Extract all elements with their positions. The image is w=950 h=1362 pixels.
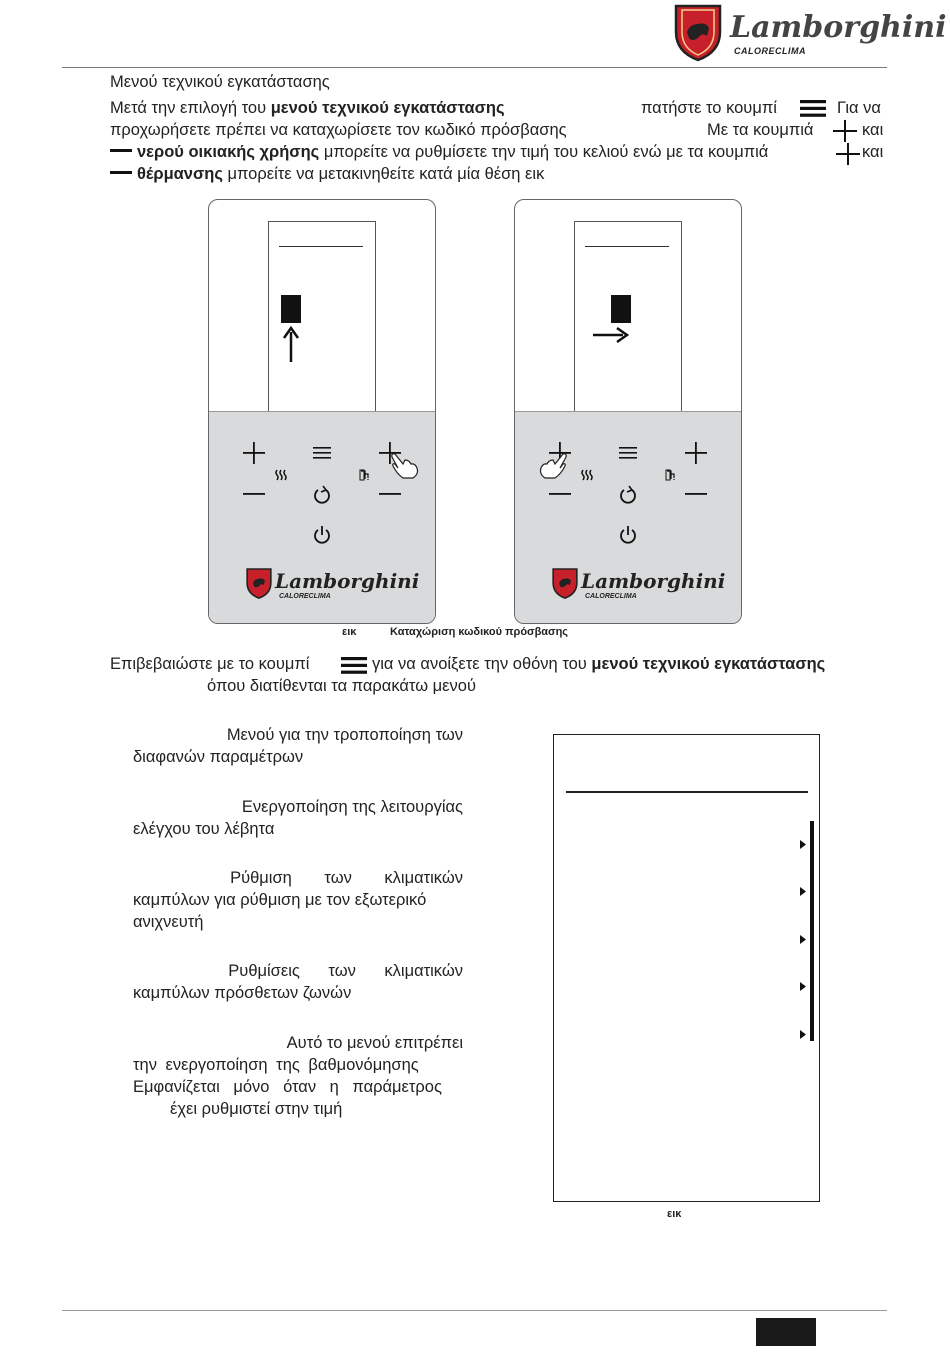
menu-button-icon: [341, 657, 367, 674]
cursor-block: [281, 295, 301, 323]
menu-button[interactable]: [313, 447, 331, 459]
desc-line: ανιχνευτή: [133, 913, 204, 931]
desc-line: Ενεργοποίηση της λειτουργίας: [241, 798, 463, 816]
brand-name: Lamborghini: [730, 10, 947, 45]
intro-text: και: [862, 143, 884, 161]
minus-button-icon: [110, 171, 132, 174]
chevron-right-icon[interactable]: [800, 935, 806, 944]
hand-pointer-icon: [389, 450, 421, 480]
figure-caption-prefix: εικ: [342, 626, 357, 638]
technician-menu-screen: [553, 734, 820, 1202]
page-number-box: [756, 1318, 816, 1346]
desc-line: Αυτό το μενού επιτρέπει: [286, 1034, 463, 1052]
desc-line: καμπύλων για ρύθμιση με τον εξωτερικό: [133, 891, 427, 909]
menu-desc-5: [133, 1032, 463, 1120]
plus-button[interactable]: [685, 442, 707, 464]
intro-text: μπορείτε να μετακινηθείτε κατά μία θέση εικ: [222, 165, 545, 183]
intro-bold: θέρμανσης: [137, 165, 223, 183]
intro-bold: μενού τεχνικού εγκατάστασης: [270, 99, 505, 117]
confirm-text: Επιβεβαιώστε με το κουμπί: [110, 655, 310, 673]
intro-line-1: [110, 97, 886, 119]
bull-shield-icon: [245, 566, 273, 600]
menu-desc-4: [133, 960, 463, 1004]
display-rule: [279, 246, 363, 247]
cursor-block: [611, 295, 631, 323]
plus-button-icon: [833, 120, 857, 142]
header-logo: [672, 2, 947, 64]
header-rule: [62, 67, 887, 68]
tap-water-icon: [665, 469, 677, 481]
power-button[interactable]: [313, 525, 331, 545]
control-panel-right: [514, 199, 742, 624]
desc-line: την ενεργοποίηση της βαθμονόμησης: [133, 1056, 419, 1074]
minus-button-icon: [110, 149, 132, 152]
intro-text: προχωρήσετε πρέπει να καταχωρίσετε τον κωδικό πρόσβασης: [110, 121, 567, 139]
minus-button[interactable]: [549, 492, 571, 496]
control-area: [209, 411, 435, 624]
menu-scrollbar[interactable]: [810, 821, 814, 1041]
arrow-up-icon: [282, 326, 300, 362]
control-panel-left: [208, 199, 436, 624]
intro-text: Μετά την επιλογή του: [110, 99, 271, 117]
intro-text: Με τα κουμπιά: [707, 121, 814, 139]
intro-line-3: [110, 141, 886, 163]
menu-button-icon: [800, 100, 826, 117]
chevron-right-icon[interactable]: [800, 982, 806, 991]
section-title: Μενού τεχνικού εγκατάστασης: [110, 73, 330, 91]
intro-text: και: [862, 121, 884, 139]
panel-brand-name: Lamborghini: [581, 569, 726, 593]
chevron-right-icon[interactable]: [800, 887, 806, 896]
display-screen: [574, 221, 682, 412]
desc-line: Μενού για την τροποποίηση των: [226, 726, 463, 744]
plus-button[interactable]: [243, 442, 265, 464]
reset-button[interactable]: [619, 485, 637, 505]
chevron-right-icon[interactable]: [800, 1030, 806, 1039]
intro-line-2: [110, 119, 886, 141]
panel-sub-brand: CALORECLIMA: [585, 593, 637, 600]
hand-pointer-icon: [537, 450, 569, 480]
menu-title-rule: [566, 791, 808, 793]
figure-caption: Καταχώριση κωδικού πρόσβασης: [390, 626, 569, 638]
intro-bold: νερού οικιακής χρήσης: [137, 143, 320, 161]
desc-line: διαφανών παραμέτρων: [133, 748, 304, 766]
intro-text: Για να: [837, 99, 881, 117]
sub-brand-name: CALORECLIMA: [734, 46, 806, 56]
desc-line: ελέγχου του λέβητα: [133, 820, 275, 838]
desc-line: Ρύθμιση των κλιματικών: [230, 869, 463, 887]
display-rule: [585, 246, 669, 247]
plus-button-icon: [836, 143, 860, 165]
desc-line: καμπύλων πρόσθετων ζωνών: [133, 984, 352, 1002]
menu-desc-2: [133, 796, 463, 840]
confirm-line-2: όπου διατίθενται τα παρακάτω μενού: [207, 677, 476, 695]
control-area: [515, 411, 741, 624]
reset-button[interactable]: [313, 485, 331, 505]
menu-button[interactable]: [619, 447, 637, 459]
minus-button[interactable]: [379, 492, 401, 496]
menu-desc-3: [133, 867, 463, 933]
arrow-right-icon: [593, 326, 629, 344]
confirm-line-1: [110, 653, 886, 675]
panel-brand-name: Lamborghini: [275, 569, 420, 593]
desc-line: Ρυθμίσεις των κλιματικών: [228, 962, 463, 980]
footer-rule: [62, 1310, 887, 1311]
chevron-right-icon[interactable]: [800, 840, 806, 849]
intro-text: πατήστε το κουμπί: [641, 99, 777, 117]
confirm-bold: μενού τεχνικού εγκατάστασης: [591, 655, 826, 673]
intro-line-4: [110, 163, 886, 185]
panel-sub-brand: CALORECLIMA: [279, 593, 331, 600]
minus-button[interactable]: [243, 492, 265, 496]
heating-icon: [275, 469, 287, 481]
desc-line: έχει ρυθμιστεί στην τιμή: [170, 1100, 343, 1118]
bull-shield-icon: [672, 2, 724, 62]
minus-button[interactable]: [685, 492, 707, 496]
heating-icon: [581, 469, 593, 481]
tap-water-icon: [359, 469, 371, 481]
power-button[interactable]: [619, 525, 637, 545]
figure-caption-prefix: εικ: [667, 1208, 682, 1220]
menu-desc-1: [133, 724, 463, 768]
display-screen: [268, 221, 376, 412]
confirm-text: για να ανοίξετε την οθόνη του: [372, 655, 592, 673]
intro-text: μπορείτε να ρυθμίσετε την τιμή του κελιού ενώ με τα κουμπιά: [319, 143, 769, 161]
desc-line: Εμφανίζεται μόνο όταν η παράμετρος: [133, 1078, 442, 1096]
bull-shield-icon: [551, 566, 579, 600]
